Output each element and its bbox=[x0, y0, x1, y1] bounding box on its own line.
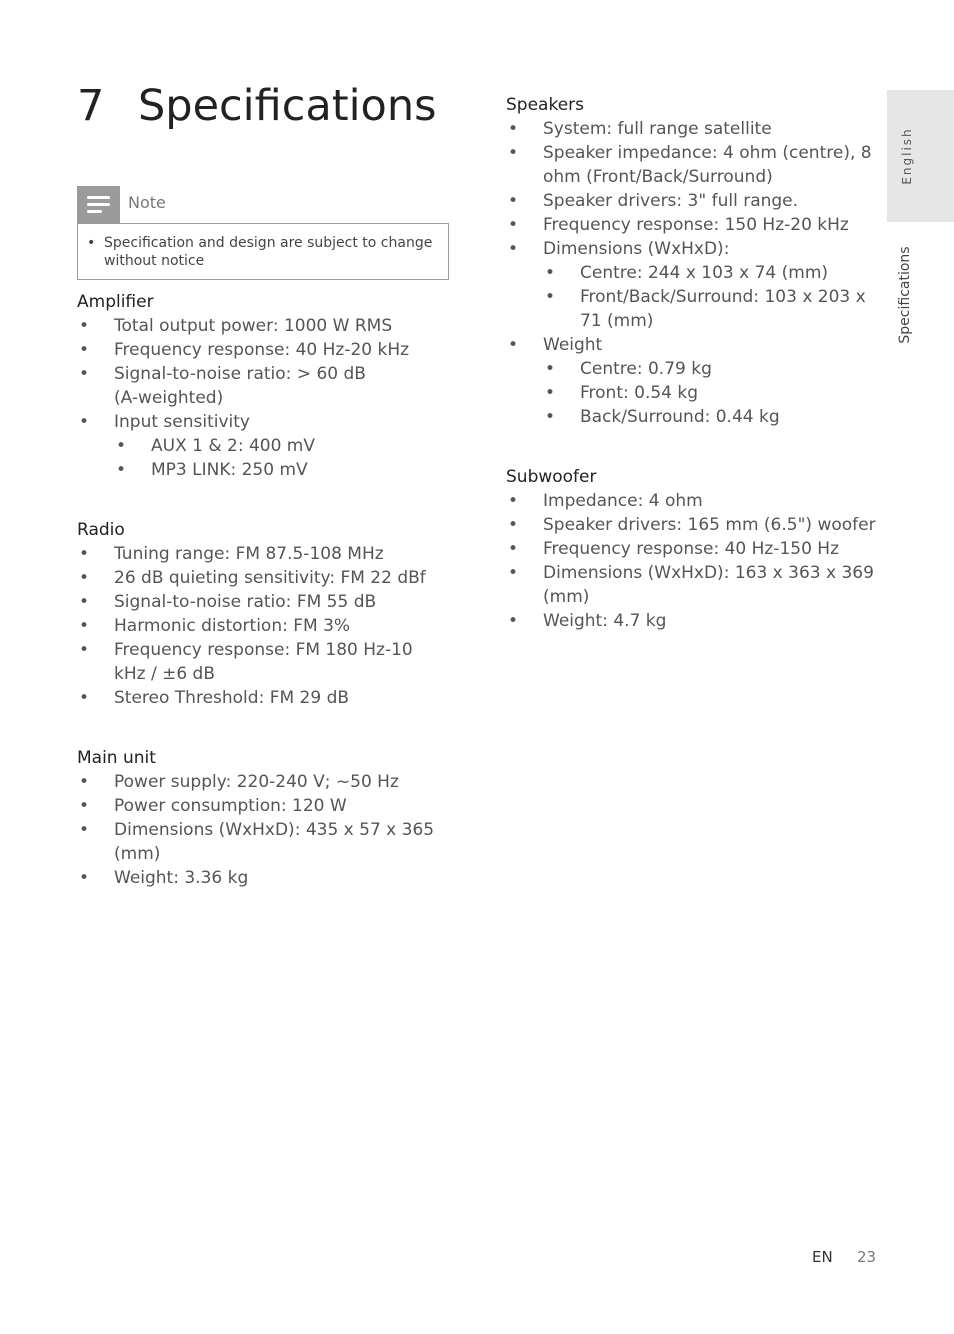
sub-list-item: • MP3 LINK: 250 mV bbox=[116, 460, 308, 480]
list-item: • Total output power: 1000 W RMS bbox=[79, 316, 393, 336]
list-item: • Weight • Centre: 0.79 kg • Front: 0.54 kg • Back/Surround: 0.44 kg bbox=[506, 333, 878, 429]
list-item: • Speaker drivers: 3" full range. bbox=[508, 191, 799, 211]
list-item: • Frequency response: FM 180 Hz-10 kHz / ±6 dB bbox=[79, 640, 413, 684]
section-heading: Speakers bbox=[506, 95, 585, 115]
list-item: • Power consumption: 120 W bbox=[79, 796, 347, 816]
list-item: • Frequency response: 40 Hz-150 Hz bbox=[508, 539, 840, 559]
list-item: • Frequency response: 40 Hz-20 kHz bbox=[79, 340, 410, 360]
section-speakers bbox=[506, 93, 878, 429]
note-box bbox=[77, 223, 449, 280]
footer-language: EN bbox=[812, 1248, 833, 1266]
page-number: 23 bbox=[857, 1248, 877, 1266]
list-item: • Signal-to-noise ratio: FM 55 dB bbox=[79, 592, 377, 612]
sub-list-item: • Front: 0.54 kg bbox=[545, 383, 699, 403]
list-item: • Impedance: 4 ohm bbox=[508, 491, 703, 511]
side-tab-section-label: Specifications bbox=[897, 246, 913, 344]
side-tab-language-label: English bbox=[900, 127, 914, 185]
list-item: • Signal-to-noise ratio: > 60 dB (A-weighted) bbox=[79, 364, 366, 408]
list-item: • Speaker impedance: 4 ohm (centre), 8 ohm (Front/Back/Surround) bbox=[508, 143, 872, 187]
list-item: • Harmonic distortion: FM 3% bbox=[79, 616, 351, 636]
page-title bbox=[77, 78, 436, 134]
sub-list-item: • Back/Surround: 0.44 kg bbox=[545, 407, 780, 427]
section-heading: Radio bbox=[77, 520, 125, 540]
list-item: • Stereo Threshold: FM 29 dB bbox=[79, 688, 350, 708]
list-item: • Dimensions (WxHxD): 435 x 57 x 365 (mm) bbox=[79, 820, 435, 864]
list-item: • Weight: 4.7 kg bbox=[508, 611, 667, 631]
chapter-number: 7 bbox=[77, 81, 105, 131]
section-heading: Amplifier bbox=[77, 292, 154, 312]
sub-list-item: • Front/Back/Surround: 103 x 203 x 71 (mm) bbox=[545, 287, 866, 331]
list-item: • Weight: 3.36 kg bbox=[79, 868, 249, 888]
section-main-unit bbox=[77, 746, 449, 890]
section-heading: Main unit bbox=[77, 748, 156, 768]
list-item: • Speaker drivers: 165 mm (6.5") woofer bbox=[508, 515, 876, 535]
note-bullet: • bbox=[87, 235, 96, 251]
section-heading: Subwoofer bbox=[506, 467, 597, 487]
section-radio bbox=[77, 518, 449, 710]
list-item: • Power supply: 220-240 V; ~50 Hz bbox=[79, 772, 399, 792]
list-item: • 26 dB quieting sensitivity: FM 22 dBf bbox=[79, 568, 426, 588]
section-subwoofer bbox=[506, 465, 878, 633]
note-icon bbox=[77, 186, 120, 224]
side-tab-language bbox=[887, 90, 954, 222]
list-item: • Input sensitivity • AUX 1 & 2: 400 mV • MP3 LINK: 250 mV bbox=[77, 410, 449, 482]
list-item: • Dimensions (WxHxD): • Centre: 244 x 103 x 74 (mm) • Front/Back/Surround: 103 x 203 x 71 (mm) bbox=[506, 237, 878, 333]
note-label: Note bbox=[128, 193, 166, 212]
section-amplifier bbox=[77, 290, 449, 482]
chapter-title: Specifications bbox=[138, 81, 437, 131]
list-item: • Frequency response: 150 Hz-20 kHz bbox=[508, 215, 849, 235]
note-text: Specification and design are subject to change without notice bbox=[104, 235, 433, 269]
list-item: • Dimensions (WxHxD): 163 x 363 x 369 (mm) bbox=[508, 563, 874, 607]
list-item: • Tuning range: FM 87.5-108 MHz bbox=[79, 544, 384, 564]
list-item: • System: full range satellite bbox=[508, 119, 772, 139]
sub-list-item: • AUX 1 & 2: 400 mV bbox=[116, 436, 315, 456]
sub-list-item: • Centre: 244 x 103 x 74 (mm) bbox=[545, 263, 829, 283]
sub-list-item: • Centre: 0.79 kg bbox=[545, 359, 712, 379]
